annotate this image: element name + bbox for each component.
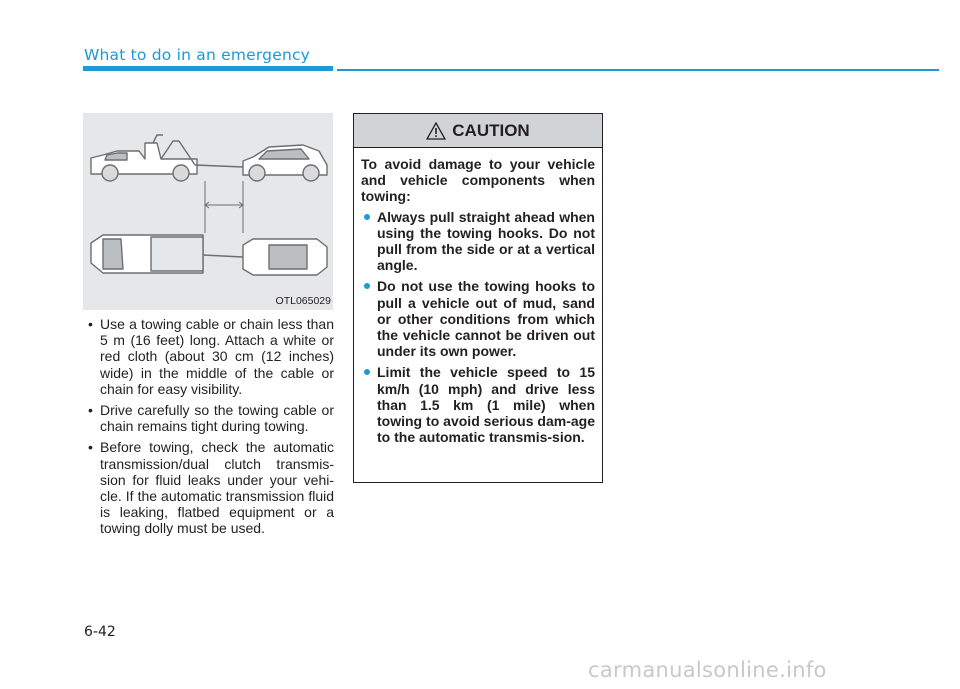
caution-box [353,113,603,483]
caution-body [354,148,602,445]
header-rule-thin [337,69,939,71]
caution-intro: To avoid damage to your vehicle and vehicle components when towing: [361,156,595,205]
towing-instructions [88,316,334,542]
warning-icon [426,122,446,140]
watermark: carmanualsonline.info [588,658,827,682]
caution-title: CAUTION [452,120,530,140]
towed-car-top-roof [269,245,307,269]
tow-line-top [203,255,243,257]
instruction-item: • Before towing, check the automatic transmission/dual clutch transmis-sion for fluid leaks under your vehi-cle. If the automatic transmission fluid is leaking, flatbed equipment or a towing dolly must be used. [88,439,334,536]
towing-illustration [83,113,333,310]
instruction-item: • Use a towing cable or chain less than 5 m (16 feet) long. Attach a white or red cloth (about 30 cm (12 inches) wide) in the middle of the cable or chain for easy visibility. [88,316,334,397]
towed-car-wheel-rear [303,165,319,181]
page-number: 6-42 [84,624,116,640]
caution-list [361,209,595,446]
towing-diagram [83,113,333,310]
tow-line-side [195,165,243,167]
caution-header [354,114,602,148]
tow-truck-top-bed [151,237,203,271]
tow-truck-window [105,153,127,160]
caution-item: Limit the vehicle speed to 15 km/h (10 mph) and drive less than 1.5 km (1 mile) when towing to avoid serious dam-age to the automatic transmis-sion. [361,364,595,445]
figure-code: OTL065029 [275,295,331,307]
tow-truck-top-windshield [103,239,123,269]
caution-item: Always pull straight ahead when using the towing hooks. Do not pull from the side or at a vertical angle. [361,209,595,274]
section-title: What to do in an emergency [84,46,311,64]
header-rule-thick [83,66,333,71]
caution-item: Do not use the towing hooks to pull a vehicle out of mud, sand or other conditions from which the vehicle cannot be driven out under its own power. [361,278,595,359]
instruction-item: • Drive carefully so the towing cable or chain remains tight during towing. [88,402,334,434]
tow-truck-wheel-front [102,165,118,181]
towed-car-wheel-front [249,165,265,181]
tow-truck-wheel-rear [173,165,189,181]
